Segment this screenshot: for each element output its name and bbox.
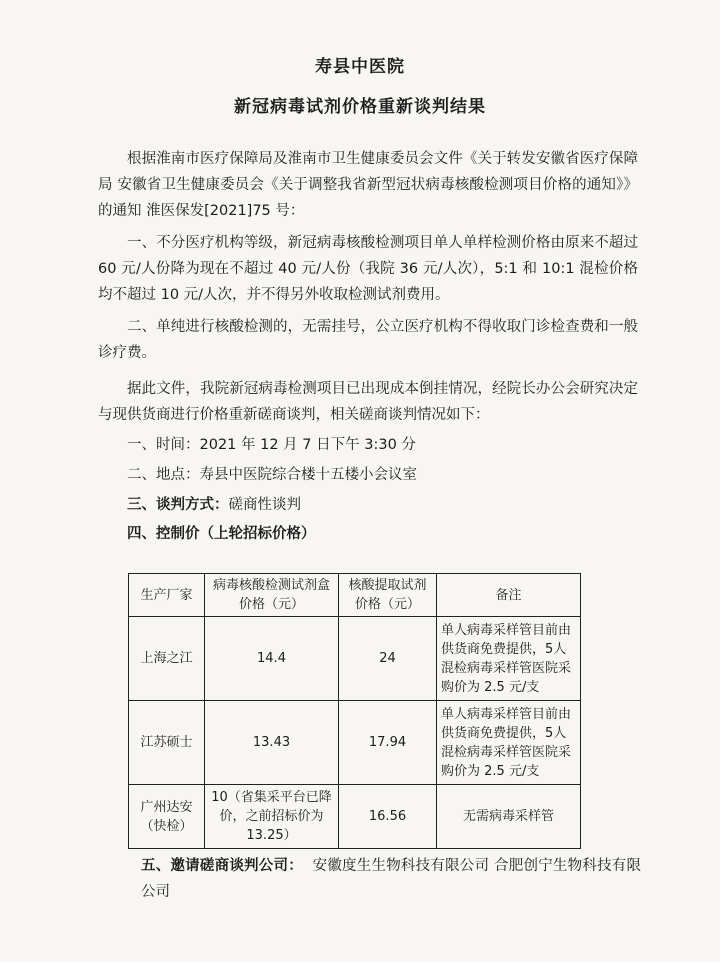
table-row xyxy=(129,701,581,785)
negotiation-method-value: 磋商性谈判 xyxy=(228,497,301,513)
cell-remarks: 单人病毒采样管目前由供货商免费提供，5人混检病毒采样管医院采购价为 2.5 元/支 xyxy=(437,701,581,785)
cell-remarks: 单人病毒采样管目前由供货商免费提供，5人混检病毒采样管医院采购价为 2.5 元/支 xyxy=(437,617,581,701)
intro-paragraph: 根据淮南市医疗保障局及淮南市卫生健康委员会文件《关于转发安徽省医疗保障局 安徽省卫生健康委员会《关于调整我省新型冠状病毒核酸检测项目价格的通知》》的通知 淮医保发[2021]75 号： xyxy=(98,151,638,219)
cell-extraction-price: 16.56 xyxy=(339,785,437,849)
point-two-paragraph: 二、单纯进行核酸检测的，无需挂号，公立医疗机构不得收取门诊检查费和一般诊疗费。 xyxy=(98,319,638,361)
document-subtitle: 新冠病毒试剂价格重新谈判结果 xyxy=(234,97,486,117)
header-extraction-price: 核酸提取试剂价格（元） xyxy=(339,574,437,617)
price-table xyxy=(128,573,581,849)
cell-manufacturer: 上海之江 xyxy=(129,617,205,701)
cell-kit-price: 10（省集采平台已降价，之前招标价为 13.25） xyxy=(205,785,339,849)
invited-companies-label: 五、邀请磋商谈判公司： xyxy=(141,858,303,874)
header-kit-price: 病毒核酸检测试剂盒价格（元） xyxy=(205,574,339,617)
table-header-row xyxy=(129,574,581,617)
table-row xyxy=(129,785,581,849)
cell-kit-price: 13.43 xyxy=(205,701,339,785)
meeting-time: 一、时间：2021 年 12 月 7 日下午 3:30 分 xyxy=(127,437,416,453)
cell-manufacturer: 广州达安（快检） xyxy=(129,785,205,849)
header-remarks: 备注 xyxy=(437,574,581,617)
meeting-place: 二、地点：寿县中医院综合楼十五楼小会议室 xyxy=(127,467,417,483)
table-row xyxy=(129,617,581,701)
negotiation-method xyxy=(127,492,301,518)
cell-remarks: 无需病毒采样管 xyxy=(437,785,581,849)
negotiation-method-label: 三、谈判方式： xyxy=(127,497,229,513)
invited-companies-list: 安徽度生生物科技有限公司 合肥创宁生物科技有限公司 xyxy=(141,858,642,900)
header-manufacturer: 生产厂家 xyxy=(129,574,205,617)
cell-kit-price: 14.4 xyxy=(205,617,339,701)
cell-manufacturer: 江苏硕士 xyxy=(129,701,205,785)
cell-extraction-price: 17.94 xyxy=(339,701,437,785)
invited-companies xyxy=(141,853,641,905)
basis-paragraph: 据此文件，我院新冠病毒检测项目已出现成本倒挂情况，经院长办公会研究决定与现供货商进行价格重新磋商谈判，相关磋商谈判情况如下： xyxy=(98,381,638,423)
control-price-heading: 四、控制价（上轮招标价格） xyxy=(127,526,316,542)
point-one-paragraph: 一、不分医疗机构等级，新冠病毒核酸检测项目单人单样检测价格由原来不超过 60 元/人份降为现在不超过 40 元/人份（我院 36 元/人次），5:1 和 10:1 混检价格均不超过 10 元/人次，并不得另外收取检测试剂费用。 xyxy=(98,235,638,303)
document-title: 寿县中医院 xyxy=(315,57,405,77)
cell-extraction-price: 24 xyxy=(339,617,437,701)
